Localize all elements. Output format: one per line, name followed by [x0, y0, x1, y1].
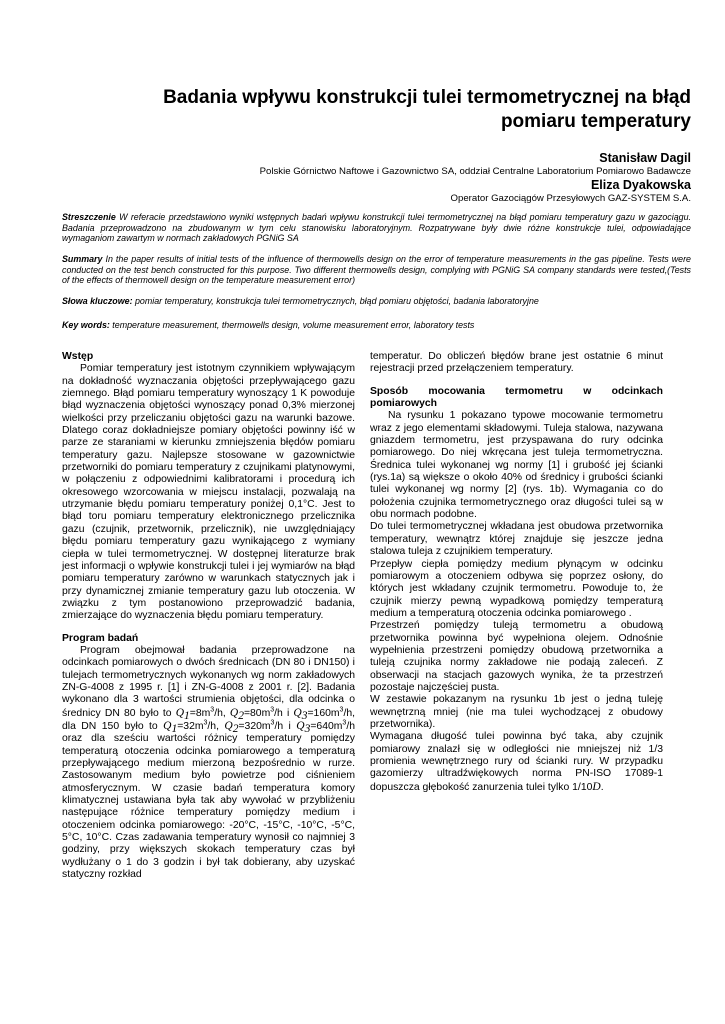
sposob-paragraph-4: Przestrzeń pomiędzy tuleją termometru a obudową przetwornika powinna być wypełniona olejem. Odnośnie wypełnienia przestrzeni pomiędzy obudową przetwornika a tuleją czujnika normy zakładowe nie podają zaleceń. Z obserwacji na stacjach gazowych wynika, że ta przestrzeń pozostaje najczęściej pusta.: [370, 620, 663, 693]
keywords-pl-text: pomiar temperatury, konstrukcja tulei termometrycznych, błąd pomiaru objętości, badania laboratoryjne: [132, 296, 539, 306]
author-name-1: Stanisław Dagil: [599, 151, 691, 165]
sposob-paragraph-5: W zestawie pokazanym na rysunku 1b jest o jedną tuleję wewnętrzną mniej (nie ma tulei wychodzącej z obudowy przetwornika).: [370, 694, 663, 730]
abstract-pl-text: W referacie przedstawiono wyniki wstępnych badań wpływu konstrukcji tulei termometrycznej na błąd pomiaru temperatury gazu w gazociągu. Badania przeprowadzono na zbudowanym w tym celu stanowisku laboratoryjnym. Rozpatrywane były dwie różne konstrukcje tulei, odpowiadające wymaganiom zawartym w normach zakładowych PGNiG SA: [62, 212, 691, 244]
abstract-en: [62, 254, 691, 286]
section-heading-wstep: Wstęp: [62, 351, 94, 362]
program-paragraph: Program obejmował badania przeprowadzone na odcinkach pomiarowych o dwóch średnicach (DN 80 i DN150) i tulejach termometrycznych wykonanych wg norm zakładowych ZN-G-4008 z 1995 r. [1] i ZN-G-4008 z 2001 r. [2]. Badania wykonano dla 3 wartości strumienia objętości, dla odcinka o średnicy DN 80 było to $Q_1=8m^3/h$, $Q_2=80m^3/h$ i $Q_3=160m^3/h$, dla DN 150 było to $Q_1=32m^3/h$, $Q_2=320m^3/h$ i $Q_3=640m^3/h$ oraz dla sześciu wartości różnicy temperatury pomiędzy temperaturą otoczenia odcinka pomiarowego a temperaturą przepływającego medium mierzoną bezpośrednio w rurze. Zastosowanym medium było powietrze pod ciśnieniem atmosferycznym. W czasie badań temperatura komory klimatycznej ustawiana była tak aby wywołać w przybliżeniu następujące różnice temperatury pomiędzy medium i otoczeniem odcinka pomiarowego: -20°C, -15°C, -10°C, -5°C, 5°C, 10°C. Czas zadawania temperatury wynosił co najmniej 3 godziny, przy większych skokach temperatury czas był wydłużany o 1 do 3 godzin i był tak dobierany, aby uzyskać statyczny rozkład: [62, 644, 355, 881]
keywords-pl-label: Słowa kluczowe:: [62, 296, 133, 306]
keywords-pl: [62, 296, 691, 307]
author-affiliation-1: Polskie Górnictwo Naftowe i Gazownictwo SA, oddział Centralne Laboratorium Pomiarowo Badawcze: [259, 166, 691, 177]
section-heading-sposob: Sposób mocowania termometru w odcinkach pomiarowych: [370, 385, 663, 410]
abstract-en-label: Summary: [62, 254, 103, 264]
wstep-paragraph: Pomiar temperatury jest istotnym czynnikiem wpływającym na dokładność wyznaczania objętości przepływającego gazu ziemnego. Błąd pomiaru temperatury wynoszący 1 K powoduje błąd wyznaczenia objętości wynoszący ponad 0,3% mierzonej wielkości przy przeliczaniu objętości gazu na warunki bazowe. Dlatego coraz dokładniejsze pomiary objętości powinny iść w parze ze staraniami w kierunku zmniejszenia błędów pomiaru temperatury gazu. Najlepsze stosowane w gazownictwie przetworniki do pomiaru temperatury z czujnikami platynowymi, w połączeniu z odpowiednimi kalibratorami i procedurą ich okresowego wzorcowania w miejscu instalacji, pozwalają na utrzymanie błędu pomiaru temperatury poniżej 0,1°C. Jest to błąd toru pomiaru temperatury elektronicznego przelicznika gazu (czujnik, przetwornik, przelicznik), nie uwzględniający błędu pomiaru temperatury gazu wynikającego z wymiany ciepła w tulei termometrycznej. W dostępnej literaturze brak jest informacji o wpływie konstrukcji tulei i jej wymiarów na błąd pomiaru temperatury zarówno w warunkach statycznych jak i przy dynamicznej zmianie temperatury gazu lub otoczenia. W związku z tym postanowiono przeprowadzić badania, zmierzające do wyznaczenia błędu pomiaru temperatury.: [62, 363, 355, 622]
abstract-en-text: In the paper results of initial tests of the influence of thermowells design on the error of temperature measurements in the gas pipeline. Tests were conducted on the test bench constructed for this purpose. Two different thermowells design, complying with PGNiG SA company standards were tested,(Tests of the effects of thermowell design on the temperature measurement error): [62, 254, 691, 286]
abstract-pl-label: Streszczenie: [62, 212, 116, 222]
keywords-en: [62, 320, 691, 331]
paper-title: Badania wpływu konstrukcji tulei termometrycznej na błąd pomiaru temperatury: [163, 87, 691, 132]
section-heading-program: Program badań: [62, 632, 139, 644]
abstract-pl: [62, 212, 691, 244]
keywords-en-text: temperature measurement, thermowells design, volume measurement error, laboratory tests: [109, 320, 475, 330]
sposob-paragraph-3: Przepływ ciepła pomiędzy medium płynącym w odcinku pomiarowym a otoczeniem odbywa się poprzez osłony, do których jest wkładany czujnik termometru. Powoduje to, że czujnik mierzy pewną wypadkową pomiędzy temperaturą medium a temperaturą otoczenia odcinka pomiarowego .: [370, 558, 663, 619]
right-column: [370, 351, 663, 794]
author-name-2: Eliza Dyakowska: [590, 178, 691, 192]
keywords-en-label: Key words:: [62, 320, 110, 330]
sposob-paragraph-2: Do tulei termometrycznej wkładana jest obudowa przetwornika temperatury, wewnątrz której znajduje się jeszcze jedna stalowa tuleja z czujnikiem temperatury.: [370, 521, 663, 558]
sposob-paragraph-1: Na rysunku 1 pokazano typowe mocowanie termometru wraz z jego elementami składowymi. Tuleja stalowa, nazywana gniazdem termometru, jest przyspawana do rury odcinka pomiarowego. Do niej wkręcana jest tuleja termometryczna. Średnica tulei wykonanej wg normy [1] i grubość jej ścianki (rys.1a) są większe o około 40% od średnicy i grubości ścianki tulei wykonanej wg normy [2] (rys. 1b). Wymagania co do położenia czujnika termometrycznego oraz długości tulei są w obu normach podobne.: [370, 410, 663, 521]
left-column: [62, 351, 355, 881]
continued-paragraph: temperatur. Do obliczeń błędów brane jest ostatnie 6 minut rejestracji przed przełączeniem temperatury.: [370, 351, 663, 375]
sposob-paragraph-6: Wymagana długość tulei powinna być taka, aby czujnik pomiarowy znalazł się w odległości nie mniejszej niż 1/3 promienia wewnętrznego rury od ścianki rury. W przypadku gazomierzy ultradźwiękowych norma PN-ISO 17089-1 dopuszcza głębokość zanurzenia tulei tylko 1/10D.: [370, 731, 663, 793]
author-affiliation-2: Operator Gazociągów Przesyłowych GAZ-SYSTEM S.A.: [450, 193, 691, 204]
